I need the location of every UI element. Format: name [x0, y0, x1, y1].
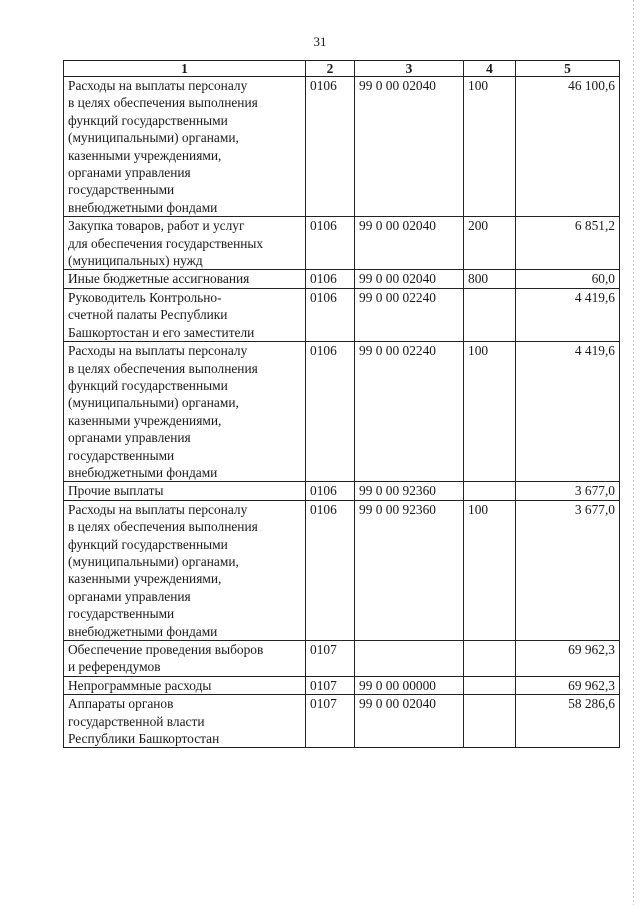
table-row: [64, 217, 620, 270]
row-amount: 3 677,0: [516, 500, 620, 640]
row-section-code: 0106: [306, 342, 355, 482]
row-target-code: 99 0 00 00000: [355, 676, 464, 694]
table-row: [64, 270, 620, 288]
row-amount: 4 419,6: [516, 342, 620, 482]
row-expense-type: 800: [464, 270, 516, 288]
row-name: Закупка товаров, работ и услуг для обеспечения государственных (муниципальных) нужд: [64, 217, 306, 270]
row-section-code: 0106: [306, 217, 355, 270]
row-target-code: 99 0 00 02040: [355, 270, 464, 288]
row-target-code: 99 0 00 02040: [355, 77, 464, 217]
row-expense-type: 100: [464, 342, 516, 482]
header-col-1: 1: [64, 61, 306, 77]
row-target-code: 99 0 00 02040: [355, 695, 464, 748]
row-target-code: 99 0 00 02240: [355, 342, 464, 482]
row-name: Иные бюджетные ассигнования: [64, 270, 306, 288]
row-name: Аппараты органов государственной власти Республики Башкортостан: [64, 695, 306, 748]
row-amount: 4 419,6: [516, 288, 620, 341]
page-number: 31: [313, 34, 327, 49]
table-row: [64, 288, 620, 341]
header-col-2: 2: [306, 61, 355, 77]
table-row: [64, 641, 620, 677]
row-section-code: 0106: [306, 500, 355, 640]
row-amount: 69 962,3: [516, 641, 620, 677]
table-row: [64, 500, 620, 640]
row-section-code: 0107: [306, 695, 355, 748]
header-col-5: 5: [516, 61, 620, 77]
row-name: Расходы на выплаты персоналу в целях обеспечения выполнения функций государственными (муниципальными) органами, казенными учреждениями, органами управления государственными внебюджетными фондами: [64, 500, 306, 640]
row-amount: 3 677,0: [516, 482, 620, 500]
row-expense-type: 100: [464, 500, 516, 640]
row-expense-type: [464, 482, 516, 500]
table-row: [64, 676, 620, 694]
table-row: [64, 342, 620, 482]
row-target-code: 99 0 00 02240: [355, 288, 464, 341]
table-row: [64, 77, 620, 217]
row-expense-type: [464, 695, 516, 748]
row-section-code: 0107: [306, 676, 355, 694]
header-col-4: 4: [464, 61, 516, 77]
row-target-code: 99 0 00 02040: [355, 217, 464, 270]
row-target-code: [355, 641, 464, 677]
row-section-code: 0107: [306, 641, 355, 677]
row-name: Руководитель Контрольно- счетной палаты Республики Башкортостан и его заместители: [64, 288, 306, 341]
row-target-code: 99 0 00 92360: [355, 500, 464, 640]
row-name: Непрограммные расходы: [64, 676, 306, 694]
row-expense-type: [464, 641, 516, 677]
row-expense-type: [464, 288, 516, 341]
row-section-code: 0106: [306, 270, 355, 288]
scan-edge-line: [633, 0, 634, 905]
row-section-code: 0106: [306, 288, 355, 341]
row-name: Расходы на выплаты персоналу в целях обеспечения выполнения функций государственными (муниципальными) органами, казенными учреждениями, органами управления государственными внебюджетными фондами: [64, 77, 306, 217]
table-row: [64, 482, 620, 500]
row-target-code: 99 0 00 92360: [355, 482, 464, 500]
table-header-row: [64, 61, 620, 77]
row-section-code: 0106: [306, 77, 355, 217]
header-col-3: 3: [355, 61, 464, 77]
row-amount: 58 286,6: [516, 695, 620, 748]
row-expense-type: [464, 676, 516, 694]
row-section-code: 0106: [306, 482, 355, 500]
budget-table: [63, 60, 620, 748]
row-expense-type: 100: [464, 77, 516, 217]
row-name: Обеспечение проведения выборов и референдумов: [64, 641, 306, 677]
table-row: [64, 695, 620, 748]
row-amount: 6 851,2: [516, 217, 620, 270]
row-amount: 69 962,3: [516, 676, 620, 694]
row-expense-type: 200: [464, 217, 516, 270]
row-name: Расходы на выплаты персоналу в целях обеспечения выполнения функций государственными (муниципальными) органами, казенными учреждениями, органами управления государственными внебюджетными фондами: [64, 342, 306, 482]
row-amount: 60,0: [516, 270, 620, 288]
row-amount: 46 100,6: [516, 77, 620, 217]
row-name: Прочие выплаты: [64, 482, 306, 500]
